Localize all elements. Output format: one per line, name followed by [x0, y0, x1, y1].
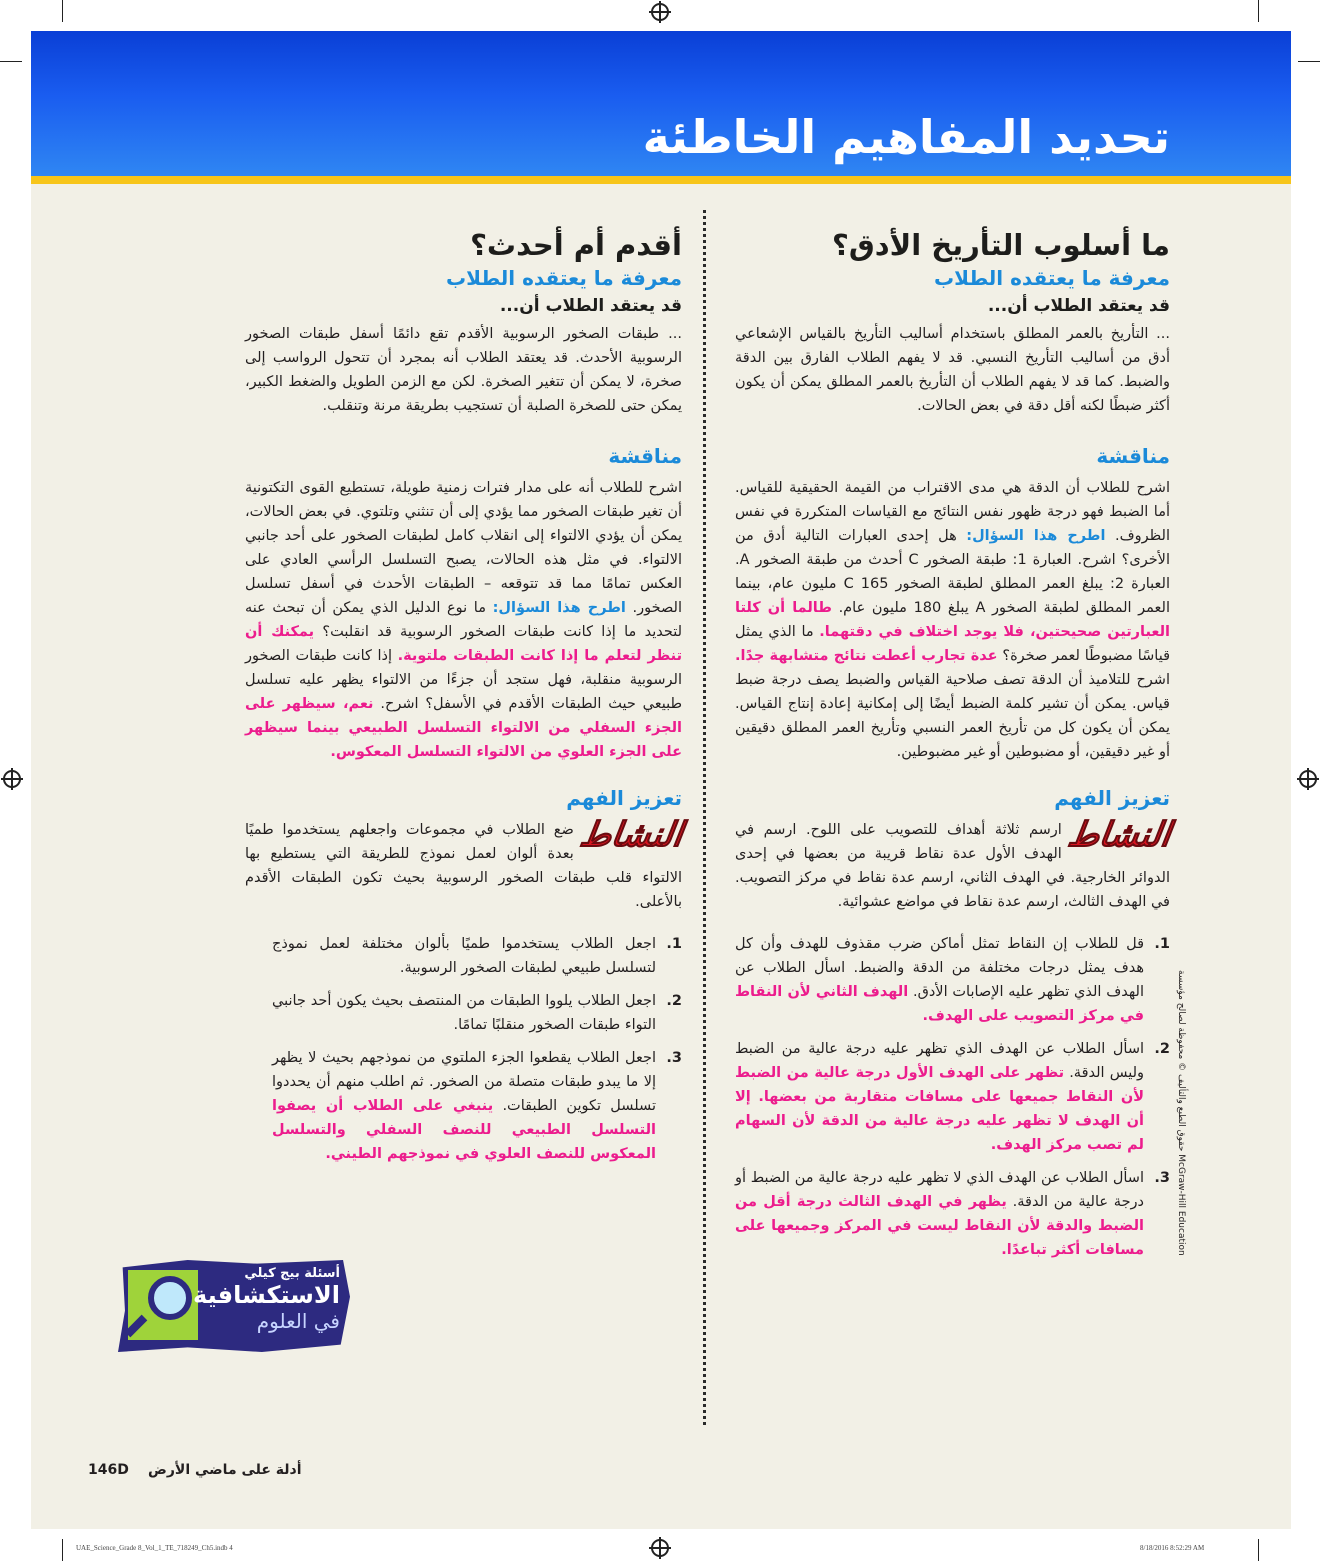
page-title: تحديد المفاهيم الخاطئة — [642, 110, 1170, 164]
left-reinforce-heading: تعزيز الفهم — [566, 786, 682, 810]
left-answer-1: يمكنك أن تنظر لتعلم ما إذا كانت الطبقات ملتوية. — [245, 624, 683, 664]
list-item-text: اجعل الطلاب يقطعوا الجزء الملتوي من نموذجهم بحيث لا يظهر إلا ما يبدو طبقات متصلة من الصخور. ثم اطلب منهم أن يحددوا تسلسل تكوين الطبقات. — [272, 1050, 656, 1114]
left-activity-badge: النشاط — [576, 815, 685, 855]
list-item-number: 1. — [1154, 936, 1170, 952]
list-item-number: 3. — [1154, 1170, 1170, 1186]
right-discussion-p2: هل إحدى العبارات التالية أدق من الأخرى؟ اشرح. العبارة 1: طبقة الصخور C أحدث من طبقة الصخور A. العبارة 2: يبلغ العمر المطلق لطبقة الصخور C 165 مليون عام، بينما العمر المطلق لطبقة الصخور A يبلغ 180 مليون عام. — [735, 528, 1170, 616]
left-ask-label: اطرح هذا السؤال: — [492, 600, 626, 616]
list-item-text: اجعل الطلاب يلووا الطبقات من المنتصف بحيث يكون أحد جانبي التواء طبقات الصخور منقلبًا تمامًا. — [272, 993, 656, 1033]
left-discussion-text — [245, 476, 682, 764]
list-item-text: اسأل الطلاب عن الهدف الذي لا تظهر عليه درجة عالية من الضبط أو درجة عالية من الدقة. — [735, 1170, 1145, 1210]
list-item-number: 2. — [1154, 1041, 1170, 1057]
footer-page-number: 146D — [88, 1462, 129, 1478]
crop-mark-tl-h — [0, 61, 22, 62]
list-item — [272, 1046, 682, 1166]
left-discussion-p3: إذا كانت طبقات الصخور الرسوبية منقلبة، فهل ستجد أن جزءًا من الالتواء يظهر عليه تسلسل طبيعي حيث الطبقات الأقدم في الأسفل؟ اشرح. — [245, 648, 683, 712]
left-section-title: أقدم أم أحدث؟ — [470, 228, 682, 262]
list-item-text: قل للطلاب إن النقاط تمثل أماكن ضرب مقذوف للهدف وأن كل هدف يمثل درجات مختلفة من الدقة والضبط. اسأل الطلاب عن الهدف الذي تظهر عليه الإصابات الأدق. — [735, 936, 1145, 1000]
right-discussion-p3: ما الذي يمثل قياسًا مضبوطًا لعمر صخرة؟ — [735, 624, 1170, 664]
list-item-answer: تظهر على الهدف الأول درجة عالية من الضبط لأن النقاط جميعها على مسافات متقاربة من بعضها. إلا أن الهدف لا تظهر عليه درجة عالية من الدقة لأن السهام لم تصب مركز الهدف. — [735, 1065, 1144, 1153]
promo-line-3: في العلوم — [256, 1309, 340, 1333]
right-answer-2: عدة تجارب أعطت نتائج متشابهة جدًا. — [735, 648, 998, 664]
list-item-answer: يظهر في الهدف الثالث درجة أقل من الضبط والدقة لأن النقاط ليست في المركز وجميعها على مسافات أكثر تباعدًا. — [735, 1194, 1144, 1258]
slug-file: UAE_Science_Grade 8_Vol_1_TE_718249_Ch5.indb 4 — [76, 1544, 233, 1552]
promo-line-1: أسئلة بيج كيلي — [244, 1266, 340, 1281]
list-item-text: اجعل الطلاب يستخدموا طميًا بألوان مختلفة لعمل نموذج لتسلسل طبيعي لطبقات الصخور الرسوبية. — [272, 936, 656, 976]
left-discussion-heading: مناقشة — [608, 444, 682, 468]
right-section-subtitle: معرفة ما يعتقده الطلاب — [934, 266, 1170, 290]
right-discussion-p4: اشرح للتلاميذ أن الدقة تصف صلاحية القياس والضبط يصف درجة ضبط قياس. يمكن أن تشير كلمة الضبط أيضًا إلى إمكانية إعادة إنتاج القياس. يمكن أن يكون كل من تأريخ العمر النسبي وتأريخ العمر المطلق دقيقين أو غير دقيقين، أو مضبوطين أو غير مضبوطين. — [735, 672, 1170, 760]
right-ask-label: اطرح هذا السؤال: — [966, 528, 1106, 544]
left-discussion-p2: ما نوع الدليل الذي يمكن أن تبحث عنه لتحديد ما إذا كانت طبقات الصخور الرسوبية قد انقلبت؟ — [245, 600, 682, 640]
left-discussion-p1: اشرح للطلاب أنه على مدار فترات زمنية طويلة، تستطيع القوى التكتونية أن تغير طبقات الصخور مما يؤدي إلى أن تنثني وتلتوي. في بعض الحالات، يمكن أن يؤدي الالتواء إلى انقلاب كامل لطبقات الصخور على أحد جانبي الالتواء. في مثل هذه الحالات، يصبح التسلسل الرأسي العادي على العكس تمامًا مما قد تتوقعه – الطبقات الأحدث في أسفل تسلسل الصخور. — [245, 480, 682, 616]
crop-mark-br-v — [1258, 1539, 1259, 1561]
registration-mark-right — [1299, 770, 1317, 788]
right-section-title: ما أسلوب التأريخ الأدق؟ — [832, 228, 1170, 262]
header-rule — [31, 176, 1291, 184]
left-intro-text: ... طبقات الصخور الرسوبية الأقدم تقع دائمًا أسفل طبقات الصخور الرسوبية الأحدث. قد يعتقد الطلاب أنه بمجرد أن تتحول الرواسب إلى صخرة، لا يمكن أن تتغير الصخرة. لكن مع الزمن الطويل والضغط الكبير، يمكن حتى للصخرة الصلبة أن تستجيب بطريقة مرنة وتنقلب. — [245, 326, 682, 414]
promo-line-2: الاستكشافية — [193, 1281, 340, 1309]
magnifier-lens — [148, 1276, 192, 1320]
right-activity-badge: النشاط — [1064, 815, 1173, 855]
crop-mark-tl-v — [62, 0, 63, 22]
slug-date: 8/18/2016 8:52:29 AM — [1140, 1544, 1205, 1552]
right-activity-list — [735, 932, 1170, 1262]
left-activity-list — [272, 932, 682, 1166]
right-activity-block — [735, 815, 1173, 914]
right-intro-text: ... التأريخ بالعمر المطلق باستخدام أساليب التأريخ بالقياس الإشعاعي أدق من أساليب التأريخ النسبي. قد لا يفهم الطلاب الفارق بين الدقة والضبط. كما قد لا يفهم الطلاب أن التأريخ بالعمر المطلق يمكن أن يكون أكثر ضبطًا لكنه أقل دقة في بعض الحالات. — [735, 326, 1170, 414]
list-item — [272, 989, 682, 1037]
crop-mark-tr-h — [1298, 61, 1320, 62]
list-item — [272, 932, 682, 980]
list-item-text: اسأل الطلاب عن الهدف الذي تظهر عليه درجة عالية من الضبط وليس الدقة. — [735, 1041, 1145, 1081]
list-item — [735, 932, 1170, 1028]
footer-chapter-title: أدلة على ماضي الأرض — [148, 1462, 302, 1478]
crop-mark-tr-v — [1258, 0, 1259, 22]
list-item — [735, 1166, 1170, 1262]
column-divider — [703, 210, 706, 1425]
list-item-number: 1. — [666, 936, 682, 952]
registration-mark-left — [3, 770, 21, 788]
left-activity-block — [245, 815, 685, 914]
list-item-number: 2. — [666, 993, 682, 1009]
right-answer-1: طالما أن كلتا العبارتين صحيحتين، فلا يوجد اختلاف في دقتهما. — [735, 600, 1170, 640]
right-reinforce-heading: تعزيز الفهم — [1054, 786, 1170, 810]
right-discussion-heading: مناقشة — [1096, 444, 1170, 468]
registration-mark-bottom — [651, 1539, 669, 1557]
left-activity-text: ضع الطلاب في مجموعات واجعلهم يستخدموا طميًا بعدة ألوان لعمل نموذج للطريقة التي يستطيع بها الالتواء قلب طبقات الصخور الرسوبية بحيث تكون الطبقات الأقدم بالأعلى. — [245, 822, 682, 910]
right-section-lead: قد يعتقد الطلاب أن... — [987, 296, 1170, 316]
right-column — [735, 228, 1173, 1271]
left-section-subtitle: معرفة ما يعتقده الطلاب — [446, 266, 682, 290]
copyright-note: حقوق الطبع والتأليف © محفوظة لصالح مؤسسة McGraw-Hill Education — [1176, 970, 1186, 1256]
registration-mark-top — [651, 3, 669, 21]
list-item-answer: الهدف الثاني لأن النقاط في مركز التصويب على الهدف. — [735, 984, 1144, 1024]
right-discussion-text — [735, 476, 1170, 764]
right-discussion-p1: اشرح للطلاب أن الدقة هي مدى الاقتراب من القيمة الحقيقية للقياس. أما الضبط فهو درجة ظهور نفس النتائج مع القياسات المتكررة في نفس الظروف. — [735, 480, 1170, 544]
left-column — [245, 228, 685, 1175]
left-answer-2: نعم، سيظهر على الجزء السفلي من الالتواء التسلسل الطبيعي بينما سيظهر على الجزء العلوي من الالتواء التسلسل المعكوس. — [245, 696, 682, 760]
right-activity-text: ارسم ثلاثة أهداف للتصويب على اللوح. ارسم في الهدف الأول عدة نقاط قريبة من بعضها في إحدى الدوائر الخارجية. في الهدف الثاني، ارسم عدة نقاط في مركز التصويب. في الهدف الثالث، ارسم عدة نقاط في مواضع عشوائية. — [735, 822, 1170, 910]
list-item-number: 3. — [666, 1050, 682, 1066]
list-item — [735, 1037, 1170, 1157]
crop-mark-bl-v — [62, 1539, 63, 1561]
promo-text — [193, 1266, 340, 1333]
list-item-answer: ينبغي على الطلاب أن يصفوا التسلسل الطبيعي للنصف السفلي والتسلسل المعكوس للنصف العلوي في نموذجهم الطيني. — [272, 1098, 656, 1162]
left-section-lead: قد يعتقد الطلاب أن... — [499, 296, 682, 316]
